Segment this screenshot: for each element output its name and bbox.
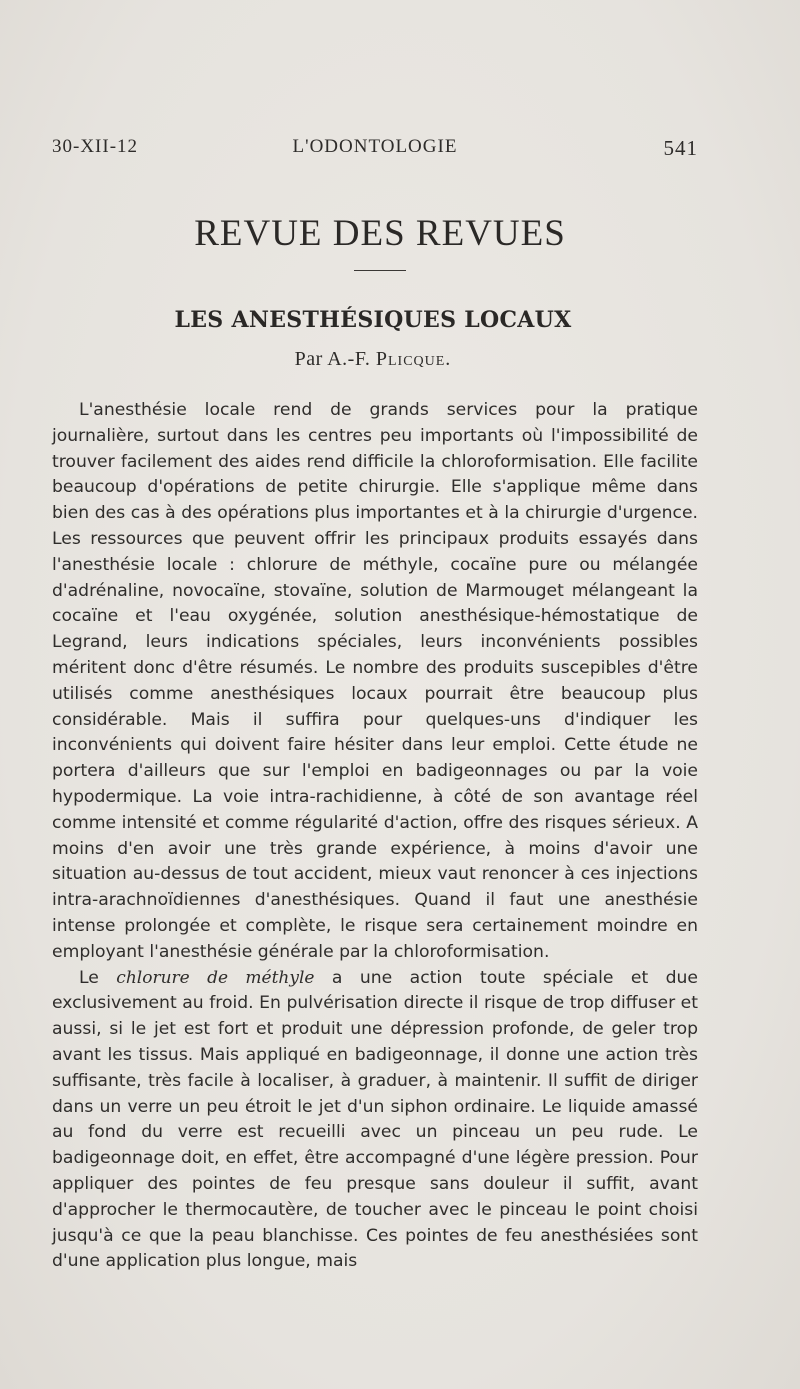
paragraph-2-text: a une action toute spéciale et due exclusivement au froid. En pulvérisation directe il risque de trop diffuser et aussi, si le jet est fort et produit une dépression profonde, de geler trop avant les tissus. Mais appliqué en badigeonnage, il donne une action très suffisante, très facile à localiser, à graduer, à maintenir. Il suffit de diriger dans un verre un peu étroit le jet d'un siphon ordinaire. Le liquide amassé au fond du verre est recueilli avec un pinceau un peu rude. Le badigeonnage doit, en effet, être accompagné d'une légère pression. Pour appliquer des pointes de feu presque sans douleur il suffit, avant d'approcher le thermocautère, de toucher avec le pinceau le point choisi jusqu'à ce que la peau blanchisse. Ces pointes de feu anesthésiées sont d'une application plus longue, mais <box>52 967 699 1272</box>
journal-name: L'ODONTOLOGIE <box>292 136 458 157</box>
author-name: Plicque. <box>375 348 452 370</box>
paragraph-1 <box>52 398 698 966</box>
issue-date: 30-XII-12 <box>52 136 139 157</box>
paragraph-2-lead: Le <box>79 967 99 988</box>
paragraph-1-text: L'anesthésie locale rend de grands services pour la pratique journalière, surtout dans les centres peu importants où l'impossibilité de trouver facilement des aides rend difficile la chloroformisation. Elle facilite beaucoup d'opérations de petite chirurgie. Elle s'applique même dans bien des cas à des opérations plus importantes et à la chirurgie d'urgence. Les ressources que peuvent offrir les principaux produits essayés dans l'anesthésie locale : chlorure de méthyle, cocaïne pure ou mélangée d'adrénaline, novocaïne, stovaïne, solution de Marmouget mélangeant la cocaïne et l'eau oxygénée, solution anesthésique-hémostatique de Legrand, leurs indications spéciales, leurs inconvénients possibles méritent donc d'être résumés. Le nombre des produits suscepibles d'être utilisés comme anesthésiques locaux pourrait être beaucoup plus considérable. Mais il suffira pour quelques-uns d'indiquer les inconvénients qui doivent faire hésiter dans leur emploi. Cette étude ne portera d'ailleurs que sur l'emploi en badigeonnages ou par la voie hypodermique. La voie intra-rachidienne, à côté de son avantage réel comme intensité et comme régularité d'action, offre des risques sérieux. A moins d'en avoir une très grande expérience, à moins d'avoir une situation au-dessus de tout accident, mieux vaut renoncer à ces injections intra-arachnoïdiennes d'anesthésiques. Quand il faut une anesthésie intense prolongée et complète, le risque sera certainement moindre en employant l'anesthésie générale par la chloroformisation. <box>52 400 698 962</box>
title-separator-rule <box>344 270 406 271</box>
article-title: LES ANESTHÉSIQUES LOCAUX <box>174 307 572 333</box>
paragraph-2 <box>52 966 698 1276</box>
byline <box>0 348 746 371</box>
article-body <box>52 398 698 1275</box>
running-head <box>52 136 698 166</box>
paragraph-2-italic-term: chlorure de méthyle <box>116 967 315 988</box>
section-title: REVUE DES REVUES <box>194 213 566 254</box>
page-number: 541 <box>663 136 698 160</box>
byline-prefix: Par A.-F. <box>294 348 371 370</box>
